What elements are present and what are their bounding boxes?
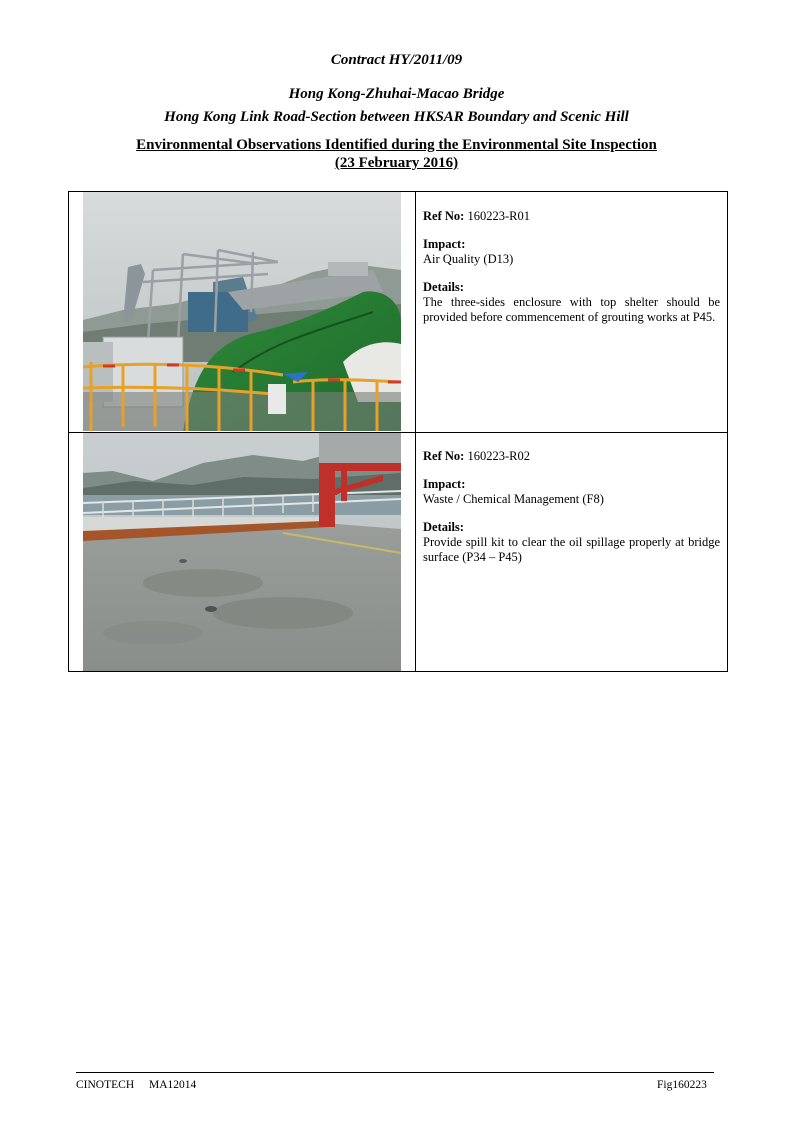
ref-field	[423, 449, 720, 464]
footer-doc-code: MA12014	[149, 1079, 197, 1091]
page-heading: Environmental Observations Identified during the Environmental Site Inspection	[136, 137, 657, 153]
site-photo-spillage	[83, 433, 401, 671]
project-title: Hong Kong-Zhuhai-Macao Bridge	[288, 86, 505, 102]
details-text: Provide spill kit to clear the oil spillage properly at bridge surface (P34 – P45)	[423, 535, 720, 564]
footer-divider	[76, 1072, 714, 1073]
impact-value: Air Quality (D13)	[423, 252, 514, 266]
footer-figure-ref: Fig160223	[657, 1079, 707, 1091]
details-text: The three-sides enclosure with top shelter should be provided before commencement of grouting works at P45.	[423, 295, 720, 324]
ref-label: Ref No:	[423, 449, 465, 463]
details-field	[423, 280, 720, 325]
impact-label: Impact:	[423, 237, 466, 251]
impact-field	[423, 237, 720, 267]
observation-row	[69, 433, 727, 671]
ref-number: 160223-R02	[467, 449, 530, 463]
observation-details	[423, 449, 720, 578]
details-label: Details:	[423, 520, 464, 534]
ref-field	[423, 209, 720, 224]
impact-field	[423, 477, 720, 507]
impact-value: Waste / Chemical Management (F8)	[423, 492, 604, 506]
observation-row	[69, 192, 727, 433]
ref-label: Ref No:	[423, 209, 465, 223]
inspection-date: (23 February 2016)	[334, 155, 459, 171]
observations-table	[68, 191, 728, 672]
footer-company: CINOTECH	[76, 1079, 135, 1091]
site-photo-enclosure	[83, 192, 401, 431]
ref-number: 160223-R01	[467, 209, 530, 223]
observation-details	[423, 209, 720, 338]
contract-title: Contract HY/2011/09	[330, 52, 463, 68]
details-field	[423, 520, 720, 565]
impact-label: Impact:	[423, 477, 466, 491]
details-label: Details:	[423, 280, 464, 294]
project-subtitle: Hong Kong Link Road-Section between HKSAR Boundary and Scenic Hill	[164, 109, 629, 125]
